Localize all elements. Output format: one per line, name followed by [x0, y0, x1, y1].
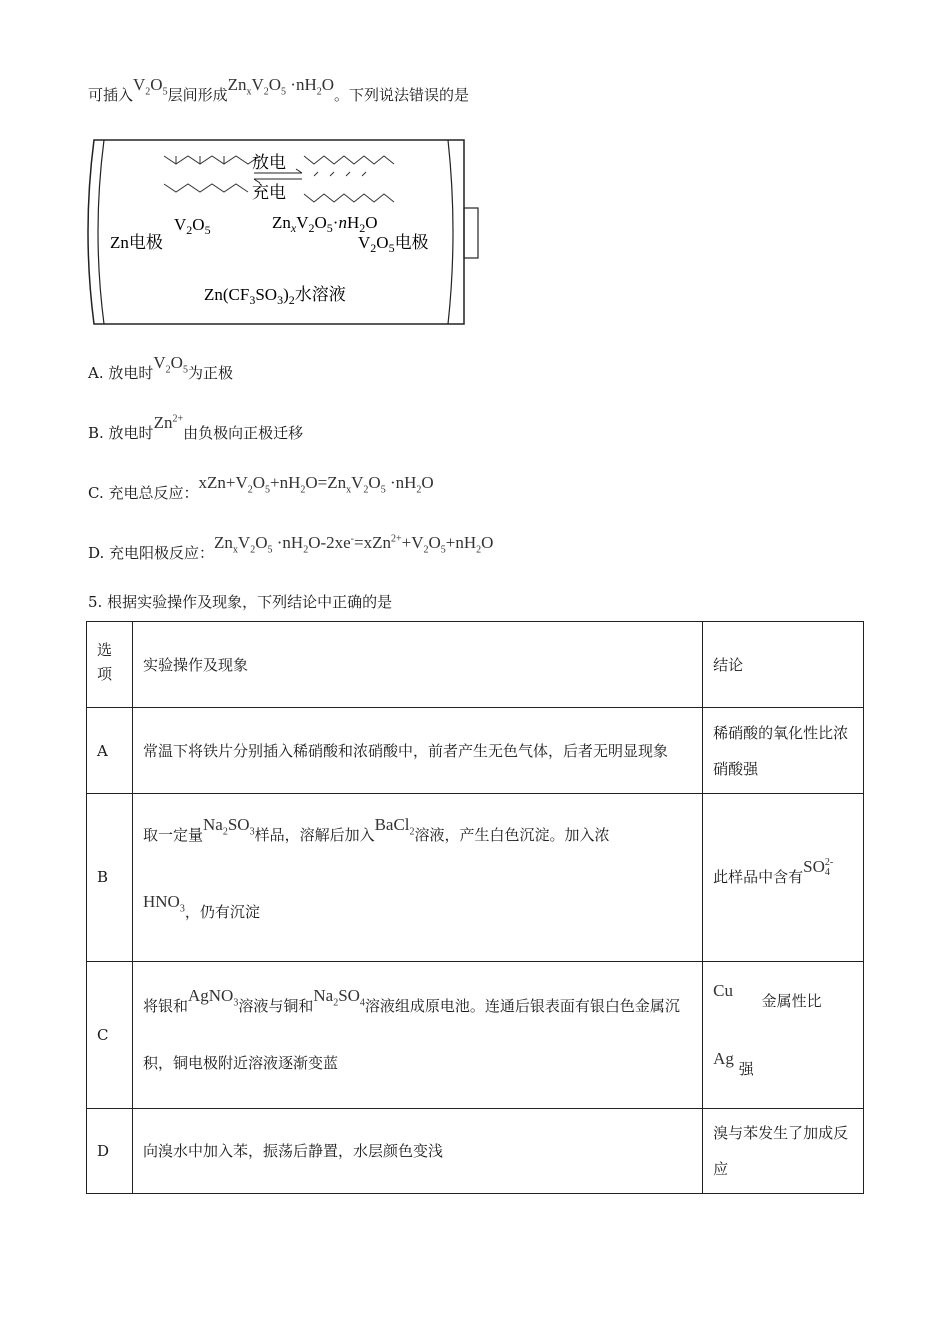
znxv2o5-label: $Zn_xV_2O_5\cdot nH_2O$: [272, 213, 378, 235]
table-row-c: [87, 961, 864, 1108]
intro-text-3: 。下列说法错误的是: [334, 86, 470, 104]
header-operation: 实验操作及现象: [132, 622, 702, 708]
row-d-option: D: [87, 1108, 133, 1193]
row-c-operation: 将银和AgNO$_3$溶液与铜和$Na_2SO_4$溶液组成原电池。连通后银表面有银白色金属沉积，铜电极附近溶液逐渐变蓝: [132, 961, 702, 1108]
option-b-suffix: 由负极向正极迁移: [183, 424, 304, 442]
formula-znxv2o5: $Zn_xV_2O_5 \cdot nH_2O$: [227, 75, 335, 98]
zn-electrode-label: Zn电极: [110, 233, 163, 252]
option-c-prefix: C. 充电总反应：: [88, 484, 199, 502]
option-b-prefix: B. 放电时: [88, 424, 154, 442]
option-d: [88, 533, 494, 565]
table-row-d: [87, 1108, 864, 1193]
option-b: [88, 413, 304, 443]
intro-line: [88, 75, 470, 107]
row-b-option: B: [87, 794, 133, 962]
table-row-a: [87, 708, 864, 794]
formula-cu: Cu: [713, 980, 733, 1000]
formula-charge-total: $xZn+V_2O_5+nH_2O=Zn_xV_2O_5 \cdot nH_2O$: [198, 473, 434, 496]
v2o5-label: $V_2O_5$: [174, 215, 211, 237]
option-a-suffix: 为正极: [187, 364, 233, 382]
option-a: [88, 353, 233, 385]
formula-hno3: $HNO_3$: [142, 892, 185, 915]
discharge-label: 放电: [252, 153, 286, 172]
formula-v2o5: $V_2O_5$: [133, 75, 168, 98]
formula-v2o5-a: $V_2O_5$: [153, 353, 188, 376]
row-b-conclusion: 此样品中含有SO2- 4: [703, 794, 864, 962]
question-5-title: 5. 根据实验操作及现象，下列结论中正确的是: [88, 593, 393, 611]
formula-ag: Ag: [713, 1048, 734, 1068]
formula-na2so3: $Na_2SO_3$: [203, 815, 255, 838]
option-a-prefix: A. 放电时: [88, 364, 154, 382]
header-conclusion: 结论: [703, 622, 864, 708]
v2o5-electrode-label: $V_2O_5$电极: [358, 233, 429, 255]
row-b-operation: 取一定量$Na_2SO_3$样品，溶解后加入BaCl$_2$溶液，产生白色沉淀。加入浓 $HNO_3$，仍有沉淀: [132, 794, 702, 962]
battery-diagram: [86, 136, 486, 328]
row-d-operation: 向溴水中加入苯，振荡后静置，水层颜色变浅: [132, 1108, 702, 1193]
formula-agno3: AgNO$_3$: [188, 986, 239, 1009]
table-header-row: [87, 622, 864, 708]
row-c-option: C: [87, 961, 133, 1108]
header-option: 选项: [87, 622, 133, 708]
zn-intercalated-crystal-icon: [304, 156, 394, 202]
intro-text-2: 层间形成: [167, 86, 228, 104]
formula-zn2plus: $Zn^{2+}$: [153, 413, 184, 432]
formula-bacl2: BaCl$_2$: [374, 815, 415, 838]
formula-anode: $Zn_xV_2O_5 \cdot nH_2O-2xe^-=xZn^{2+}+V_2O_5+nH_2O$: [214, 533, 494, 556]
row-d-conclusion: 溴与苯发生了加成反应: [703, 1108, 864, 1193]
formula-so4: SO2- 4: [803, 857, 834, 879]
experiment-table: [86, 621, 864, 1194]
row-a-option: A: [87, 708, 133, 794]
row-a-conclusion: 稀硝酸的氧化性比浓硝酸强: [703, 708, 864, 794]
row-a-operation: 常温下将铁片分别插入稀硝酸和浓硝酸中，前者产生无色气体，后者无明显现象: [132, 708, 702, 794]
solution-label: $Zn(CF_3SO_3)_2$水溶液: [204, 285, 346, 307]
intro-text-1: 可插入: [88, 86, 134, 104]
row-c-conclusion: Cu 金属性比 Ag 强: [703, 961, 864, 1108]
v2o5-crystal-icon: [164, 156, 260, 192]
formula-na2so4: $Na_2SO_4$: [313, 986, 365, 1009]
option-d-prefix: D. 充电阳极反应：: [88, 544, 215, 562]
charge-label: 充电: [252, 183, 286, 202]
table-row-b: [87, 794, 864, 962]
option-c: [88, 473, 434, 505]
